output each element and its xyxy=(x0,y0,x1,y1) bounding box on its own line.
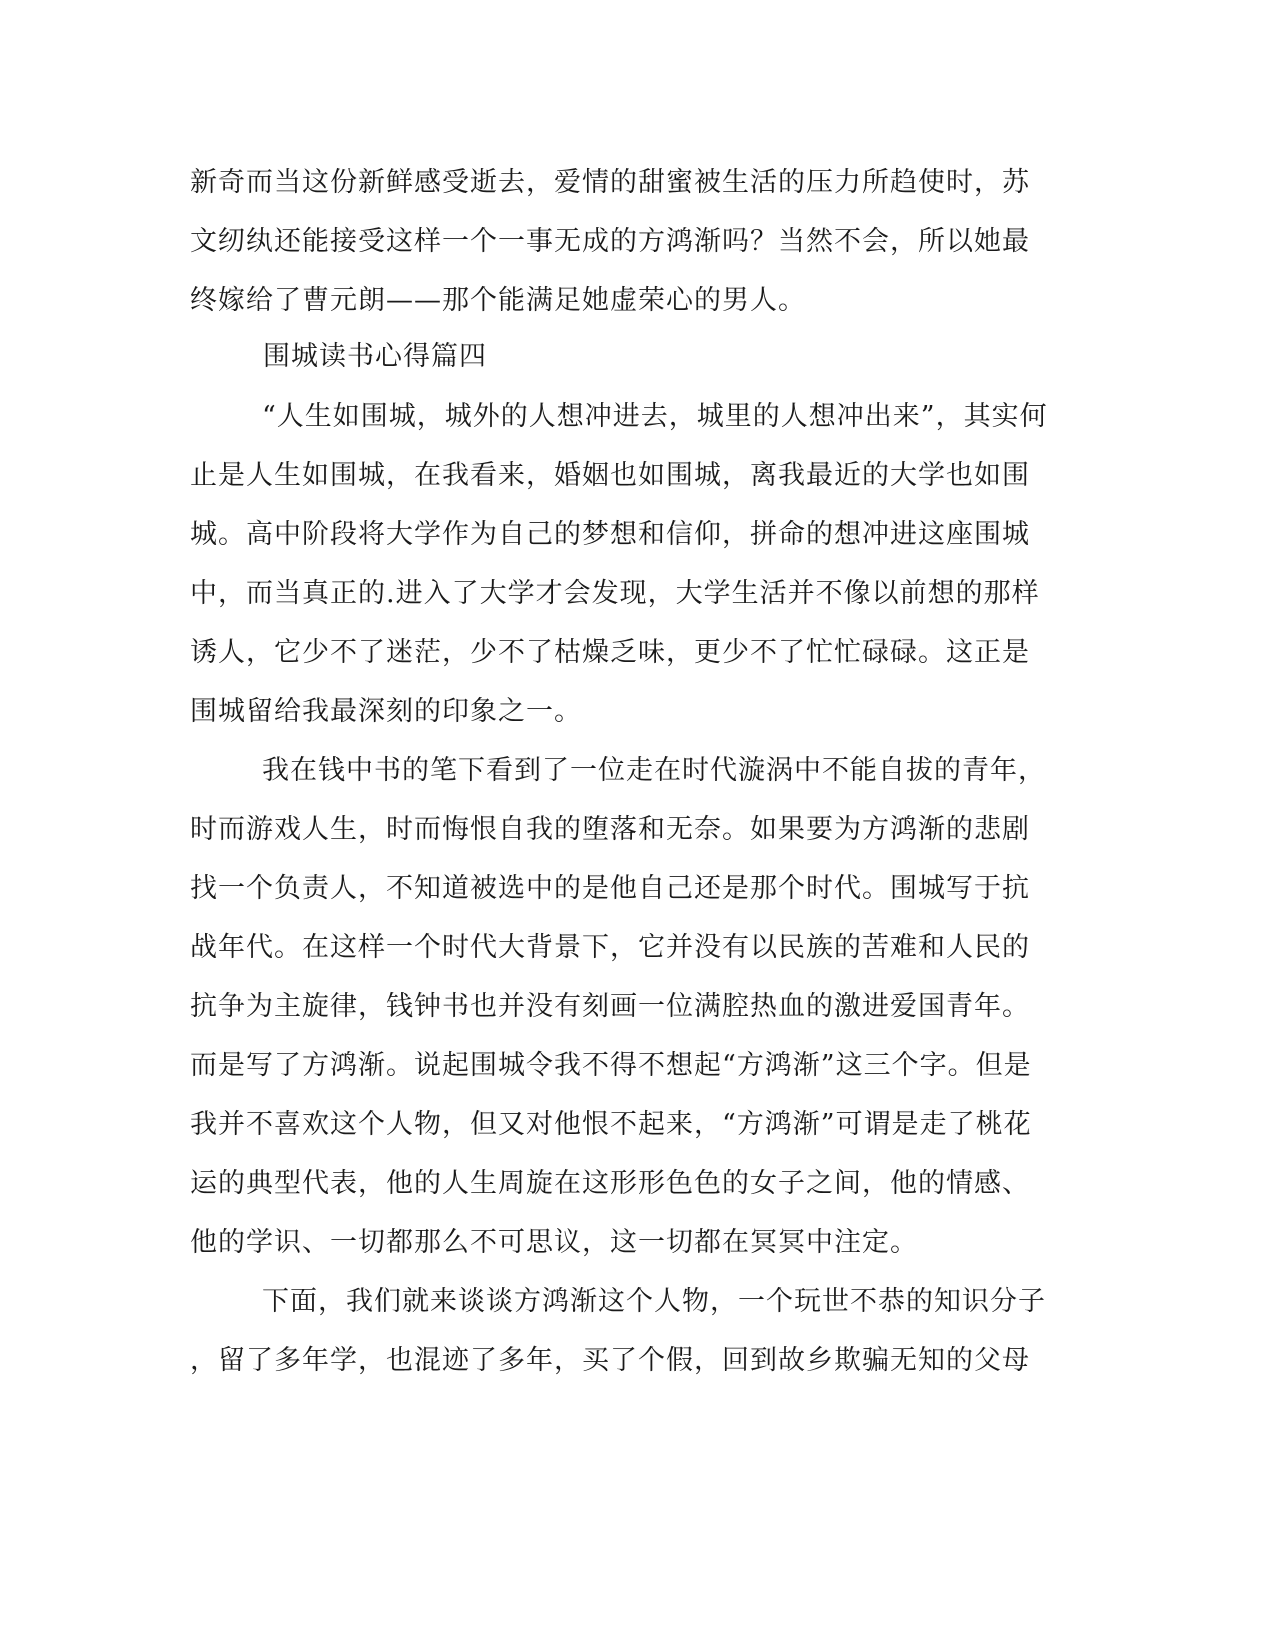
paragraph-line: 下面，我们就来谈谈方鸿渐这个人物，一个玩世不恭的知识分子 xyxy=(262,1286,1046,1317)
paragraph-line: 战年代。在这样一个时代大背景下，它并没有以民族的苦难和人民的 xyxy=(190,932,1030,963)
paragraph-line: “人生如围城，城外的人想冲进去，城里的人想冲出来”，其实何 xyxy=(262,401,1048,432)
paragraph-line: 新奇而当这份新鲜感受逝去，爱情的甜蜜被生活的压力所趋使时，苏 xyxy=(190,167,1030,198)
paragraph-line: 而是写了方鸿渐。说起围城令我不得不想起“方鸿渐”这三个字。但是 xyxy=(190,1050,1032,1081)
paragraph-line: 止是人生如围城，在我看来，婚姻也如围城，离我最近的大学也如围 xyxy=(190,460,1030,491)
paragraph-line: 中，而当真正的.进入了大学才会发现，大学生活并不像以前想的那样 xyxy=(190,578,1040,609)
paragraph-line: ，留了多年学，也混迹了多年，买了个假，回到故乡欺骗无知的父母 xyxy=(190,1345,1030,1376)
paragraph-line: 找一个负责人，不知道被选中的是他自己还是那个时代。围城写于抗 xyxy=(190,873,1030,904)
paragraph-line: 终嫁给了曹元朗——那个能满足她虚荣心的男人。 xyxy=(190,285,806,316)
section-heading: 围城读书心得篇四 xyxy=(263,341,487,372)
paragraph-line: 文纫纨还能接受这样一个一事无成的方鸿渐吗？当然不会，所以她最 xyxy=(190,226,1030,257)
paragraph-line: 抗争为主旋律，钱钟书也并没有刻画一位满腔热血的激进爱国青年。 xyxy=(190,991,1030,1022)
paragraph-line: 我在钱中书的笔下看到了一位走在时代漩涡中不能自拔的青年， xyxy=(262,755,1046,786)
paragraph-line: 时而游戏人生，时而悔恨自我的堕落和无奈。如果要为方鸿渐的悲剧 xyxy=(190,814,1030,845)
paragraph-line: 我并不喜欢这个人物，但又对他恨不起来，“方鸿渐”可谓是走了桃花 xyxy=(190,1109,1032,1140)
paragraph-line: 诱人，它少不了迷茫，少不了枯燥乏味，更少不了忙忙碌碌。这正是 xyxy=(190,637,1030,668)
paragraph-line: 他的学识、一切都那么不可思议，这一切都在冥冥中注定。 xyxy=(190,1227,918,1258)
paragraph-line: 围城留给我最深刻的印象之一。 xyxy=(190,696,582,727)
paragraph-line: 城。高中阶段将大学作为自己的梦想和信仰，拼命的想冲进这座围城 xyxy=(190,519,1030,550)
paragraph-line: 运的典型代表，他的人生周旋在这形形色色的女子之间，他的情感、 xyxy=(190,1168,1030,1199)
